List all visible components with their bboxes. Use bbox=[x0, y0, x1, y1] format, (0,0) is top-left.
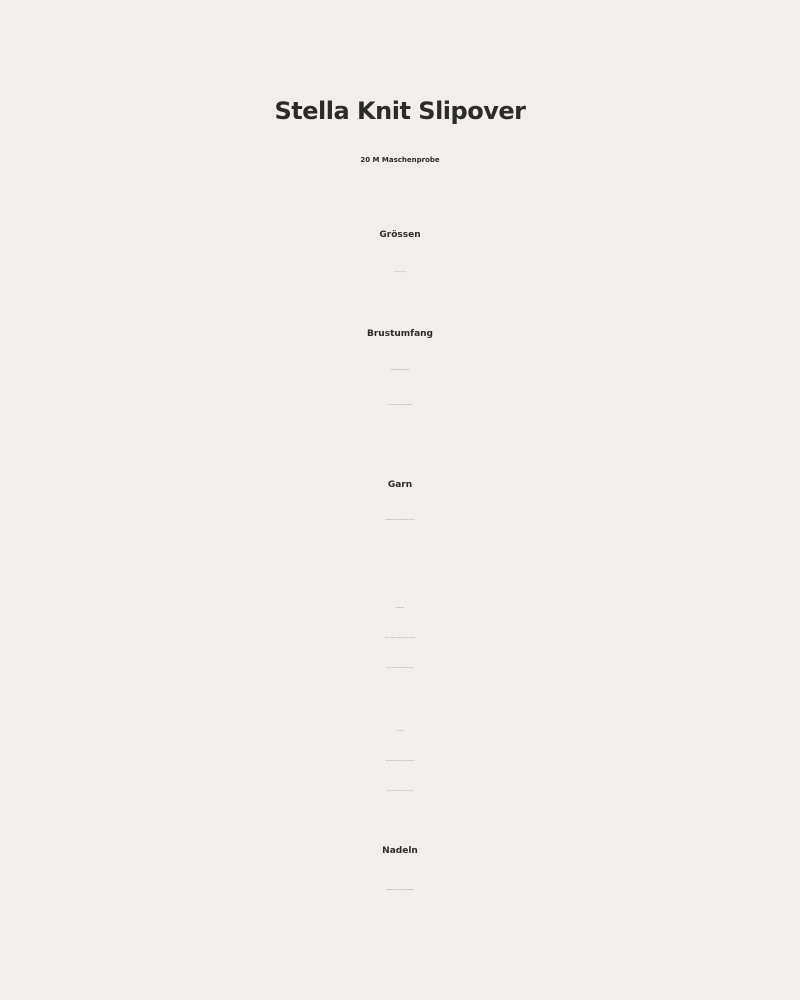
yarn-heading: Garn bbox=[387, 480, 413, 490]
chest-values: 80 (90, 100, 110, 120) (130, 140, 150, 160) cm bbox=[388, 405, 412, 406]
normal-length-label: Normale Länge bbox=[396, 608, 404, 609]
sizes-values: 1 (2, 3, 4, 5) (6, 7, 8, 9) bbox=[394, 272, 406, 273]
yarn-description: Doppelstrickgarn (DK) oder Lace-Garn doppelt in 2 Farben bbox=[385, 520, 415, 521]
normal-length-color2: Farbe 2: 70 (80, 80, 100, 120) (160, 180, 200, 220) m bbox=[386, 668, 414, 669]
chest-ease: Mehrweite (positive ease) bis zu 25cm bbox=[390, 370, 410, 371]
needles-heading: Nadeln bbox=[382, 846, 418, 856]
needles-description: Rundstricknadeln: 4 mm & 3.5 mm für die Bündchen bbox=[386, 890, 414, 891]
short-length-label: Kurze Länge bbox=[396, 731, 404, 732]
chest-heading: Brustumfang bbox=[367, 329, 433, 339]
short-length-color2: Color 2: 54 (62, 62, 76, 93) (126, 141, 157, 178) m bbox=[387, 791, 413, 792]
page-subtitle: 20 M Maschenprobe bbox=[360, 156, 440, 164]
page-title: Stella Knit Slipover bbox=[274, 97, 526, 125]
normal-length-color1: Farbe 1: 495 (560, 640, 730, 805) (875, 960, 1045, 1115) m bbox=[384, 638, 416, 639]
sizes-heading: Grössen bbox=[379, 230, 421, 240]
short-length-color1: Color 1: 381 (432, 492, 555, 619) (693, 754, 803, 877) m bbox=[385, 761, 415, 762]
